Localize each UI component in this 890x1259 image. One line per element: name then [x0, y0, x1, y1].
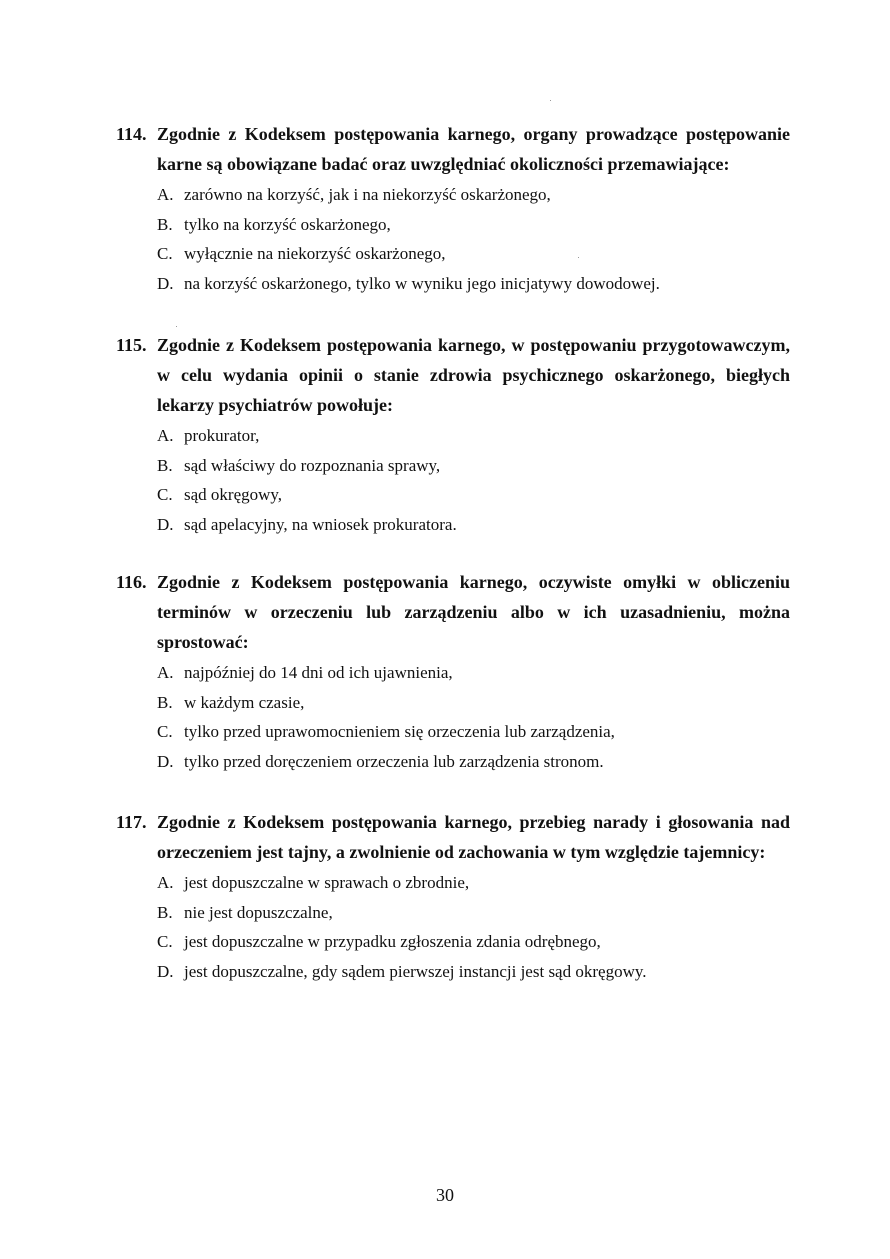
answer-letter: D.: [157, 961, 174, 981]
answer-text: sąd właściwy do rozpoznania sprawy,: [184, 455, 441, 475]
question-number: 116.: [116, 572, 147, 592]
question-text: Zgodnie z Kodeksem postępowania karnego, organy prowadzące postępowanie karne są obowiązane badać oraz uwzględniać okoliczności przemawiające:: [157, 124, 790, 174]
answer-letter: B.: [157, 692, 173, 712]
answer-option-a: [157, 180, 790, 210]
answer-text: tylko przed doręczeniem orzeczenia lub zarządzenia stronom.: [184, 751, 604, 771]
answer-option-d: [157, 510, 790, 540]
question-117: [116, 807, 790, 986]
answer-option-a: [157, 868, 790, 898]
answer-letter: C.: [157, 485, 173, 504]
answer-list: [157, 868, 790, 986]
question-header: [116, 119, 790, 179]
answer-option-a: [157, 421, 790, 451]
question-header: [116, 567, 790, 657]
answer-option-c: [157, 717, 790, 747]
question-text: Zgodnie z Kodeksem postępowania karnego, w postępowaniu przygotowawczym, w celu wydania opinii o stanie zdrowia psychicznego oskarżonego, biegłych lekarzy psychiatrów powołuje:: [157, 335, 790, 415]
answer-text: jest dopuszczalne w sprawach o zbrodnie,: [184, 873, 470, 892]
answer-option-d: [157, 269, 790, 299]
question-header: [116, 807, 790, 867]
answer-text: tylko na korzyść oskarżonego,: [184, 214, 391, 234]
answer-option-b: [157, 210, 790, 240]
answer-text: prokurator,: [184, 426, 260, 445]
question-116: [116, 567, 790, 776]
answer-letter: A.: [157, 663, 174, 682]
page-number: 30: [436, 1185, 454, 1205]
question-header: [116, 330, 790, 420]
answer-letter: C.: [157, 244, 173, 263]
answer-text: sąd okręgowy,: [184, 485, 283, 504]
question-text: Zgodnie z Kodeksem postępowania karnego, przebieg narady i głosowania nad orzeczeniem jest tajny, a zwolnienie od zachowania w tym względzie tajemnicy:: [157, 812, 790, 862]
answer-option-c: [157, 927, 790, 957]
answer-letter: D.: [157, 514, 174, 534]
answer-text: sąd apelacyjny, na wniosek prokuratora.: [184, 514, 457, 534]
answer-option-a: [157, 658, 790, 688]
answer-text: jest dopuszczalne, gdy sądem pierwszej instancji jest sąd okręgowy.: [184, 961, 647, 981]
answer-text: nie jest dopuszczalne,: [184, 902, 333, 922]
answer-option-b: [157, 451, 790, 481]
answer-text: tylko przed uprawomocnieniem się orzeczenia lub zarządzenia,: [184, 722, 615, 741]
question-number: 115.: [116, 335, 147, 355]
answer-list: [157, 658, 790, 776]
answer-option-b: [157, 688, 790, 718]
answer-text: w każdym czasie,: [184, 692, 305, 712]
answer-option-d: [157, 747, 790, 777]
question-114: [116, 119, 790, 298]
answer-letter: A.: [157, 185, 174, 204]
answer-letter: B.: [157, 455, 173, 475]
answer-letter: B.: [157, 214, 173, 234]
scan-speck: [550, 100, 551, 101]
question-115: [116, 330, 790, 539]
answer-list: [157, 421, 790, 539]
answer-letter: A.: [157, 873, 174, 892]
answer-text: jest dopuszczalne w przypadku zgłoszenia zdania odrębnego,: [184, 932, 601, 951]
answer-letter: B.: [157, 902, 173, 922]
question-number: 114.: [116, 124, 147, 144]
answer-option-d: [157, 957, 790, 987]
answer-letter: C.: [157, 932, 173, 951]
answer-text: wyłącznie na niekorzyść oskarżonego,: [184, 244, 446, 263]
answer-option-b: [157, 898, 790, 928]
question-text: Zgodnie z Kodeksem postępowania karnego, oczywiste omyłki w obliczeniu terminów w orzeczeniu lub zarządzeniu albo w ich uzasadnieniu, można sprostować:: [157, 572, 790, 652]
answer-option-c: [157, 480, 790, 510]
answer-text: na korzyść oskarżonego, tylko w wyniku jego inicjatywy dowodowej.: [184, 273, 660, 293]
answer-letter: D.: [157, 751, 174, 771]
answer-letter: D.: [157, 273, 174, 293]
question-number: 117.: [116, 812, 147, 832]
answer-letter: A.: [157, 426, 174, 445]
answer-text: najpóźniej do 14 dni od ich ujawnienia,: [184, 663, 453, 682]
answer-list: [157, 180, 790, 298]
answer-option-c: [157, 239, 790, 269]
answer-text: zarówno na korzyść, jak i na niekorzyść oskarżonego,: [184, 185, 551, 204]
answer-letter: C.: [157, 722, 173, 741]
scan-speck: [176, 326, 177, 327]
